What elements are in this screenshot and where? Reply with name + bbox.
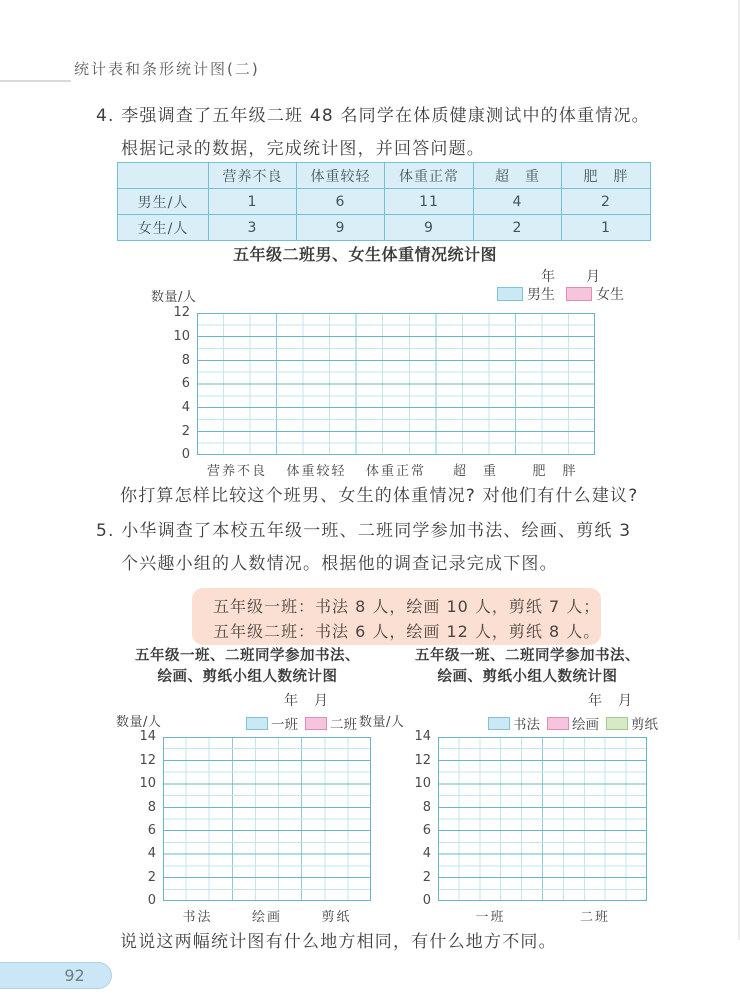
y-tick-label: 4 [147, 846, 156, 861]
y-tick-label: 2 [422, 869, 431, 885]
group-chart-grid [139, 729, 371, 925]
legend-item-papercut [606, 713, 658, 733]
group-chart-title-line2: 绘画、剪纸小组人数统计图 [157, 669, 338, 685]
table-corner-cell [118, 163, 209, 189]
y-tick-label: 12 [414, 752, 431, 768]
y-tick-label: 8 [422, 799, 431, 815]
papercut-color-swatch [606, 717, 628, 730]
y-tick-label: 12 [139, 752, 156, 768]
legend-item-calligraphy [488, 713, 540, 733]
y-tick-label: 10 [414, 776, 431, 791]
note-line-class1: 五年级一班：书法 8 人，绘画 10 人，剪纸 7 人； [213, 597, 601, 616]
class-chart-title-line2: 绘画、剪纸小组人数统计图 [437, 669, 618, 685]
legend-item-class1 [246, 713, 298, 733]
y-tick-label: 12 [173, 305, 190, 320]
y-tick-label: 6 [422, 822, 431, 838]
y-axis-labels [126, 729, 156, 908]
group-chart-title-line1: 五年级一班、二班同学参加书法、 [135, 648, 360, 664]
calligraphy-color-swatch [488, 717, 510, 730]
y-axis-labels [401, 729, 431, 908]
class-chart-grid [414, 729, 647, 925]
y-tick-label: 0 [181, 447, 190, 462]
legend-item-class2 [305, 713, 357, 733]
x-tick-label: 剪纸 [321, 910, 352, 925]
x-tick-label: 体重正常 [365, 464, 427, 479]
chart-gridlines [438, 737, 647, 901]
class-chart-y-axis-title: 数量/人 [359, 715, 405, 730]
class-chart-legend [488, 713, 658, 733]
class-chart-date-label: 年 月 [588, 693, 633, 709]
y-tick-label: 14 [139, 729, 156, 744]
header-rule [0, 80, 71, 82]
group-chart-legend [246, 713, 357, 733]
y-tick-label: 0 [422, 893, 431, 908]
chart-gridlines [163, 737, 371, 901]
x-tick-label: 营养不良 [206, 464, 268, 479]
y-tick-label: 4 [181, 399, 190, 415]
boys-color-swatch [497, 287, 523, 301]
y-tick-label: 2 [147, 869, 156, 885]
page-number-badge: 92 [0, 962, 112, 989]
table-header-cell: 营养不良 [209, 163, 297, 189]
legend-item-boys [497, 284, 555, 304]
problem4-followup-question: 你打算怎样比较这个班男、女生的体重情况? 对他们有什么建议? [120, 486, 639, 506]
table-row-girls [118, 215, 651, 241]
weight-chart-title: 五年级二班男、女生体重情况统计图 [232, 245, 497, 264]
legend-label: 一班 [271, 717, 298, 733]
table-cell: 1 [562, 215, 651, 241]
problem5-text-line2: 个兴趣小组的人数情况。根据他的调查记录完成下图。 [121, 554, 558, 574]
x-tick-label: 绘画 [251, 910, 283, 925]
table-row-label: 男生/人 [118, 189, 209, 215]
table-cell: 2 [562, 189, 651, 215]
problem4-text-line2: 根据记录的数据，完成统计图，并回答问题。 [121, 139, 485, 159]
x-tick-label: 超 重 [452, 464, 499, 479]
page-header-title: 统计表和条形统计图(二) [74, 60, 260, 78]
legend-label: 绘画 [572, 717, 599, 733]
class1-color-swatch [246, 717, 268, 730]
legend-label: 剪纸 [631, 717, 658, 733]
y-tick-label: 10 [173, 328, 190, 344]
class2-color-swatch [305, 717, 327, 730]
y-tick-label: 0 [147, 893, 156, 908]
legend-label: 男生 [527, 287, 555, 303]
table-cell: 1 [209, 189, 297, 215]
table-row-boys [118, 189, 651, 215]
table-cell: 3 [209, 215, 297, 241]
weight-chart-date-label: 年 月 [541, 269, 601, 285]
y-tick-label: 10 [139, 776, 156, 791]
weight-chart-grid [173, 305, 595, 479]
x-tick-label: 肥 胖 [532, 464, 578, 479]
table-cell: 11 [385, 189, 474, 215]
legend-label: 书法 [513, 717, 540, 733]
legend-item-painting [547, 713, 599, 733]
legend-label: 二班 [330, 717, 357, 733]
x-tick-label: 体重较轻 [286, 464, 347, 479]
note-line-class2: 五年级二班：书法 6 人，绘画 12 人，剪纸 8 人。 [213, 622, 601, 641]
group-chart-y-axis-title: 数量/人 [116, 715, 162, 730]
survey-note-box [192, 588, 601, 645]
x-tick-label: 二班 [579, 910, 611, 925]
x-tick-label: 书法 [182, 910, 213, 925]
table-header-cell: 体重正常 [385, 163, 474, 189]
group-chart-title [110, 646, 385, 688]
weight-chart-y-axis-title: 数量/人 [151, 290, 197, 305]
problem5-text-line1: 5. 小华调查了本校五年级一班、二班同学参加书法、绘画、剪纸 3 [96, 521, 632, 541]
table-cell: 6 [297, 189, 385, 215]
y-tick-label: 8 [147, 799, 156, 815]
class-chart-title [390, 646, 665, 688]
group-chart-date-label: 年 月 [284, 693, 329, 709]
problem5-followup-question: 说说这两幅统计图有什么地方相同，有什么地方不同。 [120, 932, 557, 952]
y-tick-label: 6 [147, 822, 156, 838]
y-axis-labels [160, 305, 190, 462]
y-tick-label: 14 [414, 729, 431, 744]
problem4-text-line1: 4. 李强调查了五年级二班 48 名同学在体质健康测试中的体重情况。 [96, 106, 650, 126]
table-cell: 4 [474, 189, 562, 215]
table-cell: 2 [474, 215, 562, 241]
table-header-row [118, 163, 651, 189]
table-row-label: 女生/人 [118, 215, 209, 241]
class-chart-title-line1: 五年级一班、二班同学参加书法、 [415, 648, 640, 664]
legend-label: 女生 [596, 287, 624, 303]
y-tick-label: 8 [181, 352, 190, 368]
weight-chart-legend [497, 284, 624, 304]
table-cell: 9 [297, 215, 385, 241]
y-tick-label: 6 [181, 376, 190, 391]
y-tick-label: 4 [422, 846, 431, 861]
weight-table [117, 162, 651, 241]
y-tick-label: 2 [181, 423, 190, 439]
chart-gridlines [197, 313, 595, 455]
painting-color-swatch [547, 717, 569, 730]
table-cell: 9 [385, 215, 474, 241]
x-tick-label: 一班 [475, 910, 506, 925]
girls-color-swatch [566, 287, 592, 301]
table-header-cell: 体重较轻 [297, 163, 385, 189]
table-header-cell: 超 重 [474, 163, 562, 189]
table-header-cell: 肥 胖 [562, 163, 651, 189]
legend-item-girls [566, 284, 624, 304]
